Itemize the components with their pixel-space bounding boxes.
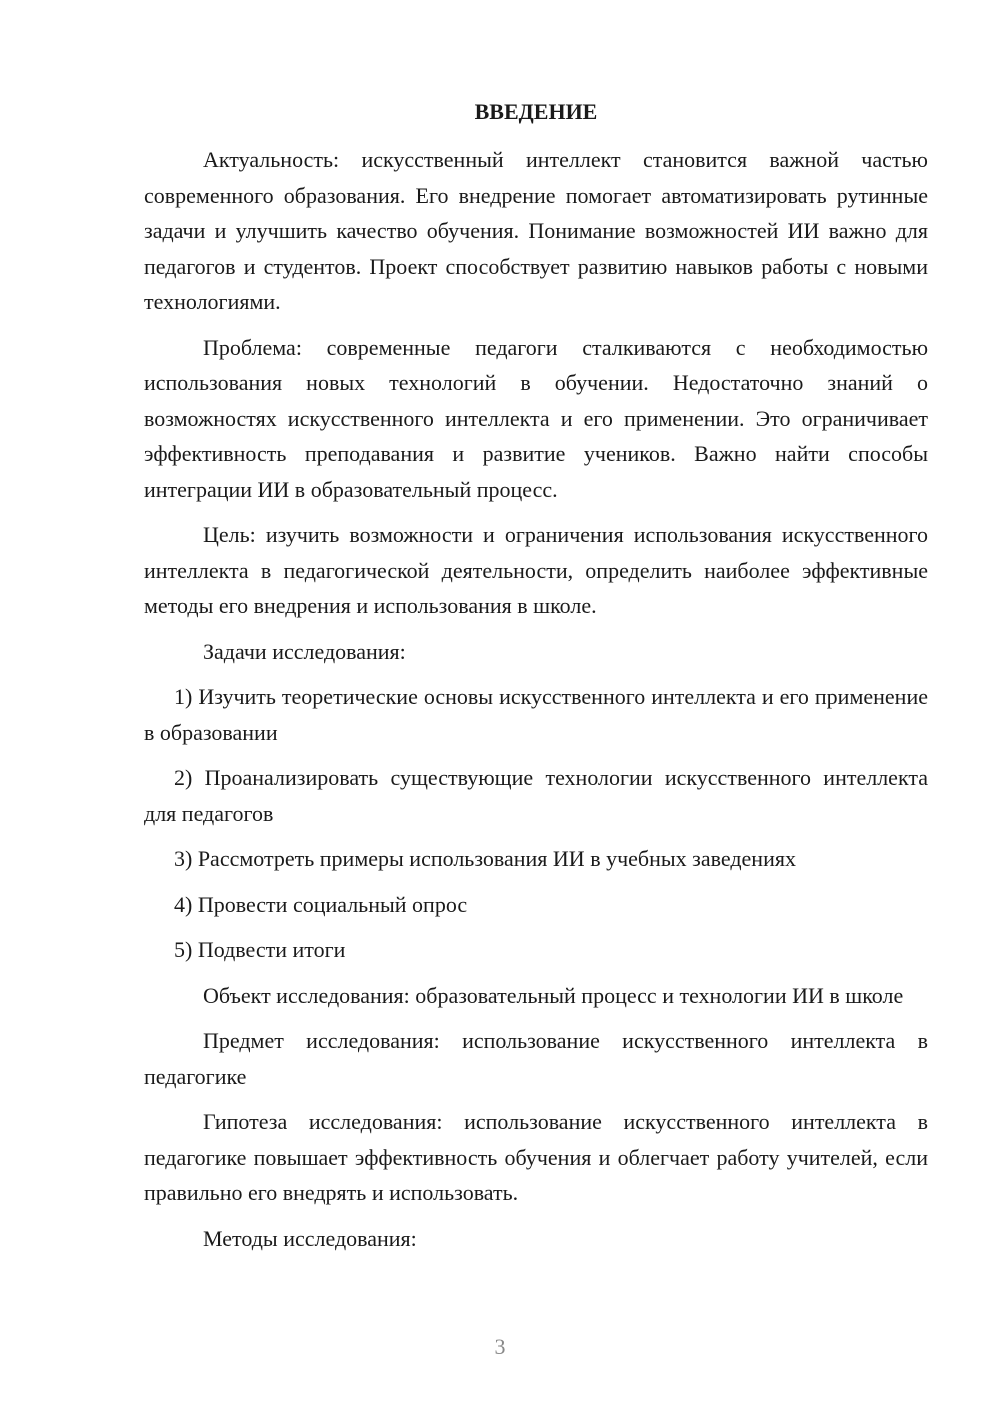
paragraph-problem: Проблема: современные педагоги сталкиваются с необходимостью использования новых технологий в обучении. Недостаточно знаний о возможностях искусственного интеллекта и его применении. Это ограничивает эффективность преподавания и развитие учеников. Важно найти способы интеграции ИИ в образовательный процесс. [144,334,928,502]
paragraph-subject: Предмет исследования: использование искусственного интеллекта в педагогике [144,1028,928,1089]
paragraph-hypothesis: Гипотеза исследования: использование искусственного интеллекта в педагогике повышает эффективность обучения и облегчает работу учителей, если правильно его внедрять и использовать. [144,1109,928,1205]
paragraph-goal: Цель: изучить возможности и ограничения использования искусственного интеллекта в педагогической деятельности, определить наиболее эффективные методы его внедрения и использования в школе. [144,522,928,618]
paragraph-relevance: Актуальность: искусственный интеллект становится важной частью современного образования. Его внедрение помогает автоматизировать рутинные задачи и улучшить качество обучения. Понимание возможностей ИИ важно для педагогов и студентов. Проект способствует развитию навыков работы с новыми технологиями. [144,147,928,314]
task-item-1: 1) Изучить теоретические основы искусственного интеллекта и его применение в образовании [144,684,928,745]
task-item-4: 4) Провести социальный опрос [174,891,468,917]
task-item-2: 2) Проанализировать существующие технологии искусственного интеллекта для педагогов [144,765,928,826]
page-number: 3 [494,1334,506,1359]
paragraph-object: Объект исследования: образовательный процесс и технологии ИИ в школе [203,982,904,1008]
section-heading: ВВЕДЕНИЕ [474,99,598,124]
task-item-5: 5) Подвести итоги [174,937,346,962]
paragraph-tasks-intro: Задачи исследования: [203,638,406,664]
task-item-3: 3) Рассмотреть примеры использования ИИ в учебных заведениях [174,846,796,871]
paragraph-methods-intro: Методы исследования: [203,1225,417,1251]
body-text [144,142,928,1266]
